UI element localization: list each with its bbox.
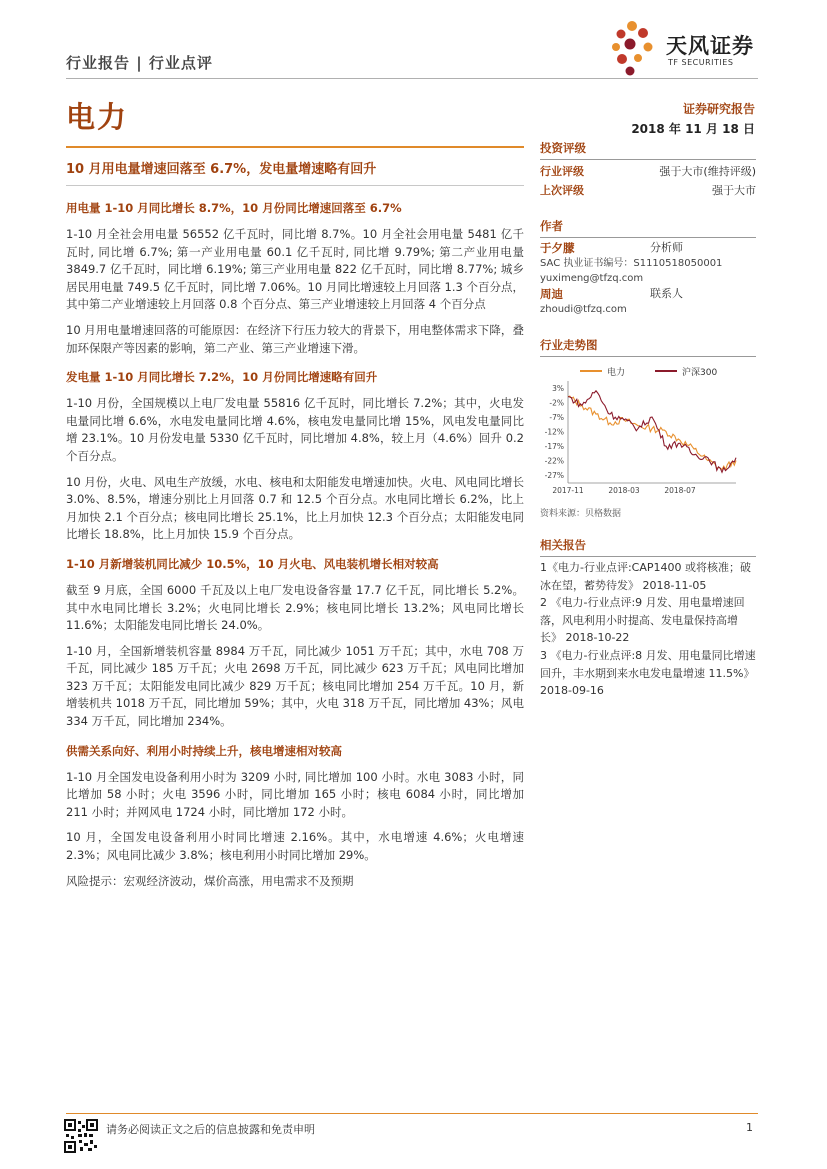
rating-row (540, 181, 756, 200)
x-tick-label: 2018-03 (608, 486, 640, 495)
section-heading: 发电量 1-10 月同比增长 7.2%，10 月份同比增速略有回升 (66, 370, 378, 385)
paragraph: 截至 9 月底，全国 6000 千瓦及以上电厂发电设备容量 17.7 亿千瓦，同比增长 5.2%。其中水电同比增长 3.2%；火电同比增长 2.9%；核电同比增长 13.2%；风电同比增长 11.6%；太阳能发电同比增长 24.0%。 (66, 582, 524, 633)
risk-note: 风险提示：宏观经济波动，煤价高涨，用电需求不及预期 (66, 873, 354, 888)
rating-key: 上次评级 (540, 184, 584, 197)
legend-label: 沪深300 (682, 368, 718, 378)
brand-name-en: TF SECURITIES (668, 58, 734, 67)
y-tick-label: -12% (544, 427, 564, 437)
sidebar-divider (540, 556, 756, 557)
y-tick-label: -7% (549, 413, 564, 422)
author-name: 周迪 (540, 287, 563, 301)
author-row (540, 286, 756, 302)
qr-code-icon (64, 1119, 98, 1153)
y-tick-label: -27% (544, 471, 564, 481)
logo-mark-icon (608, 18, 664, 78)
report-date: 2018 年 11 月 18 日 (631, 122, 755, 136)
brand-name: 天风证券 (666, 34, 754, 58)
author-cert: SAC 执业证书编号：S1110518050001 (540, 258, 723, 269)
paragraph: 10 月份，火电、风电生产放缓，水电、核电和太阳能发电增速加快。火电、风电同比增长 3.0%、8.5%，增速分别比上月回落 0.7 和 12.5 个百分点。水电同比增长 6.2%，比上月加快 2.1 个百分点；核电同比增长 25.1%，比上月加快 12.3 个百分点；太阳能发电同比增长 18.8%，比上月加快 15.9 个百分点。 (66, 474, 524, 542)
authors-heading: 作者 (540, 219, 563, 233)
sidebar-divider (540, 356, 756, 357)
industry-trend-chart (540, 359, 756, 501)
document-title: 10 月用电量增速回落至 6.7%，发电量增速略有回升 (66, 162, 377, 177)
footer-divider (66, 1113, 758, 1114)
header-divider (66, 78, 758, 79)
related-report[interactable]: 2 《电力-行业点评:9 月发、用电量增速回落，风电利用小时提高、发电量保持高增长》 2018-10-22 (540, 596, 745, 645)
rating-row (540, 162, 756, 181)
author-role: 联系人 (650, 287, 683, 300)
rating-value: 强于大市 (712, 184, 756, 197)
author-email[interactable]: yuximeng@tfzq.com (540, 273, 644, 284)
paragraph: 10 月，全国发电设备利用小时同比增速 2.16%。其中，水电增速 4.6%；火电增速 2.3%；风电同比减少 3.8%；核电利用小时同比增加 29%。 (66, 830, 524, 863)
sector-title: 电力 (66, 100, 129, 134)
section-heading: 用电量 1-10 月同比增长 8.7%，10 月份同比增速回落至 6.7% (66, 201, 402, 215)
sidebar-divider (540, 159, 756, 160)
paragraph: 1-10 月全国发电设备利用小时为 3209 小时, 同比增加 100 小时。水电 3083 小时，同比增加 58 小时；火电 3596 小时，同比增加 165 小时；核电 6084 小时，同比增加 211 小时；并网风电 1724 小时，同比增加 172 小时。 (66, 769, 524, 819)
y-tick-label: 3% (552, 383, 564, 393)
paragraph: 1-10 月，全国新增装机容量 8984 万千瓦，同比减少 1051 万千瓦；其中，水电 708 万千瓦，同比减少 185 万千瓦；火电 2698 万千瓦，同比减少 623 万千瓦；风电同比增加 323 万千瓦；太阳能发电同比减少 829 万千瓦；核电同比增加 254 万千瓦。10 月，新增装机共 1018 万千瓦，同比增加 59%；其中，火电 318 万千瓦，同比增加 43%；风电 334 万千瓦，同比增加 234%。 (66, 643, 524, 729)
y-tick-label: -17% (544, 442, 564, 452)
x-tick-label: 2018-07 (664, 486, 696, 495)
y-tick-label: -22% (544, 456, 564, 466)
related-report[interactable]: 3 《电力-行业点评:8 月发、用电量同比增速回升，丰水期到来水电发电量增速 11.5%》 2018-09-16 (540, 648, 756, 698)
author-name: 于夕朦 (540, 241, 575, 255)
section-heading: 1-10 月新增装机同比减少 10.5%，10 月火电、风电装机增长相对较高 (66, 556, 439, 571)
paragraph: 1-10 月份，全国规模以上电厂发电量 55816 亿千瓦时，同比增长 7.2%；其中，火电发电量同比增 6.6%，水电发电量同比增 4.6%，核电发电量同比增 15%，风电发电量同比增 23.1%。10 月份发电量 5330 亿千瓦时，同比增加 4.8%，较上月（4.6%）回升 0.2 个百分点。 (66, 396, 524, 463)
rating-heading: 投资评级 (540, 141, 586, 155)
paragraph: 1-10 月全社会用电量 56552 亿千瓦时，同比增 8.7%。10 月全社会用电量 5481 亿千瓦时, 同比增 6.7%; 第一产业用电量 60.1 亿千瓦时, 同比增 9.79%; 第二产业用电量 3849.7 亿千瓦时，同比增 6.19%; 第三产业用电量 822 亿千瓦时，同比增 8.77%; 城乡居民用电量 749.5 亿千瓦时，同比增 7.06%。10 月同比增速较上月回落 1.3 个百分点，其中第二产业增速较上月回落 0.8 个百分点、第三产业增速较上月回落 4 个百分点 (66, 227, 524, 312)
series-line (568, 396, 736, 470)
author-row (540, 240, 756, 256)
legend-label: 电力 (607, 368, 626, 378)
report-category: 证券研究报告 (682, 102, 755, 116)
report-type: 行业报告 | 行业点评 (66, 54, 213, 72)
footer-disclaimer: 请务必阅读正文之后的信息披露和免责申明 (106, 1123, 315, 1136)
sidebar (540, 140, 756, 700)
main-column (66, 146, 524, 898)
chart-heading: 行业走势图 (540, 338, 598, 352)
author-role: 分析师 (650, 241, 683, 254)
sidebar-divider (540, 237, 756, 238)
rating-key: 行业评级 (540, 165, 584, 178)
related-heading: 相关报告 (540, 538, 586, 552)
x-tick-label: 2017-11 (552, 486, 584, 495)
paragraph: 10 月用电量增速回落的可能原因：在经济下行压力较大的背景下，用电整体需求下降，叠加环保限产等因素的影响，第二产业、第三产业增速下滑。 (66, 322, 524, 355)
author-email[interactable]: zhoudi@tfzq.com (540, 304, 627, 315)
page-number: 1 (746, 1121, 753, 1134)
section-heading: 供需关系向好、利用小时持续上升，核电增速相对较高 (66, 743, 342, 758)
title-divider (66, 185, 524, 186)
chart-source: 资料来源：贝格数据 (540, 509, 622, 519)
company-logo (608, 18, 768, 78)
related-report[interactable]: 1《电力-行业点评:CAP1400 或将核准；破冰在望，蓄势待发》 2018-11-05 (540, 561, 752, 592)
y-tick-label: -2% (549, 398, 564, 408)
rating-value: 强于大市(维持评级) (659, 165, 756, 178)
